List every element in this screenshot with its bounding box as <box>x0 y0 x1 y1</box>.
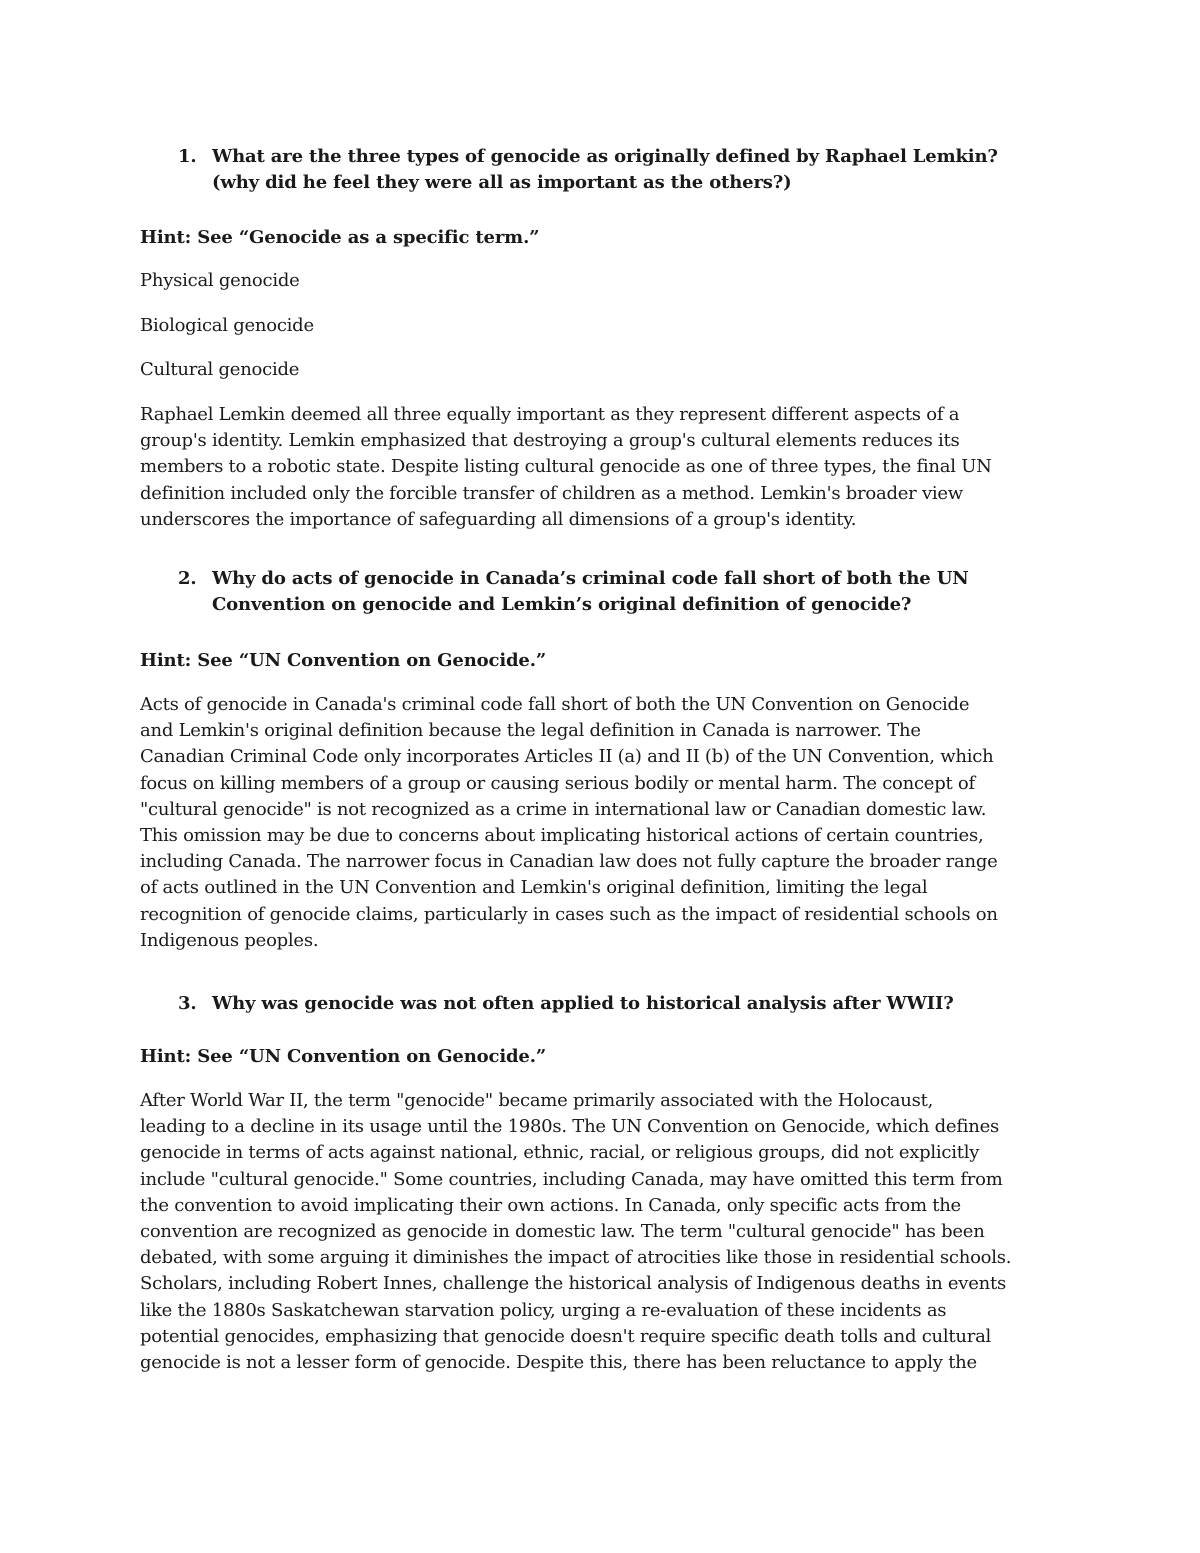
question-2-line-1: Why do acts of genocide in Canada’s criminal code fall short of both the UN <box>212 568 969 589</box>
answer-1-paragraph <box>140 402 1080 533</box>
answer-3-line: potential genocides, emphasizing that genocide doesn't require specific death tolls and cultural <box>140 1325 992 1347</box>
answer-1-line: members to a robotic state. Despite listing cultural genocide as one of three types, the final UN <box>140 456 992 478</box>
question-2-number: 2. <box>178 568 197 589</box>
question-1-hint: Hint: See “Genocide as a specific term.” <box>140 227 540 248</box>
answer-1-line: group's identity. Lemkin emphasized that destroying a group's cultural elements reduces its <box>140 430 960 452</box>
question-1-line-2: (why did he feel they were all as important as the others?) <box>212 172 792 193</box>
answer-2-paragraph <box>140 692 1080 954</box>
answer-1-line: definition included only the forcible transfer of children as a method. Lemkin's broader view <box>140 482 963 504</box>
answer-2-line: focus on killing members of a group or causing serious bodily or mental harm. The concept of <box>140 772 975 794</box>
answer-2-line: Acts of genocide in Canada's criminal code fall short of both the UN Convention on Genocide <box>140 694 970 715</box>
answer-3-paragraph <box>140 1088 1080 1376</box>
question-1 <box>178 144 1092 196</box>
answer-2-line: This omission may be due to concerns about implicating historical actions of certain countries, <box>140 825 984 847</box>
answer-3-line: leading to a decline in its usage until the 1980s. The UN Convention on Genocide, which defines <box>140 1116 999 1138</box>
question-3 <box>178 991 1092 1017</box>
answer-3-line: convention are recognized as genocide in domestic law. The term "cultural genocide" has been <box>140 1221 985 1243</box>
answer-3-line: Scholars, including Robert Innes, challenge the historical analysis of Indigenous deaths in events <box>140 1273 1006 1295</box>
answer-2-line: Indigenous peoples. <box>140 929 319 951</box>
question-1-line-1: What are the three types of genocide as originally defined by Raphael Lemkin? <box>212 146 998 167</box>
answer-3-line: debated, with some arguing it diminishes the impact of atrocities like those in residential schools. <box>140 1247 1012 1269</box>
question-1-number: 1. <box>178 146 197 167</box>
question-3-line-1: Why was genocide was not often applied to historical analysis after WWII? <box>212 993 954 1014</box>
answer-3-line: include "cultural genocide." Some countries, including Canada, may have omitted this term from <box>140 1168 1003 1190</box>
answer-3-line: genocide in terms of acts against national, ethnic, racial, or religious groups, did not explicitly <box>140 1142 980 1164</box>
answer-3-line: the convention to avoid implicating their own actions. In Canada, only specific acts from the <box>140 1194 961 1216</box>
answer-2-line: including Canada. The narrower focus in Canadian law does not fully capture the broader range <box>140 851 998 873</box>
answer-2-line: "cultural genocide" is not recognized as a crime in international law or Canadian domestic law. <box>140 798 987 820</box>
genocide-type-physical: Physical genocide <box>140 270 300 291</box>
question-3-number: 3. <box>178 993 197 1014</box>
answer-2-line: recognition of genocide claims, particularly in cases such as the impact of residential schools on <box>140 903 998 925</box>
answer-3-line: After World War II, the term "genocide" became primarily associated with the Holocaust, <box>140 1090 934 1111</box>
answer-2-line: of acts outlined in the UN Convention and Lemkin's original definition, limiting the legal <box>140 877 928 899</box>
answer-3-line: genocide is not a lesser form of genocide. Despite this, there has been reluctance to apply the <box>140 1352 977 1374</box>
answer-1-line: underscores the importance of safeguarding all dimensions of a group's identity. <box>140 508 857 530</box>
question-2-line-2: Convention on genocide and Lemkin’s original definition of genocide? <box>212 594 912 615</box>
answer-2-line: Canadian Criminal Code only incorporates Articles II (a) and II (b) of the UN Convention, which <box>140 746 994 768</box>
question-2-hint: Hint: See “UN Convention on Genocide.” <box>140 650 547 671</box>
genocide-type-cultural: Cultural genocide <box>140 359 300 380</box>
answer-3-line: like the 1880s Saskatchewan starvation policy, urging a re-evaluation of these incidents as <box>140 1299 947 1321</box>
question-2 <box>178 566 1092 618</box>
answer-2-line: and Lemkin's original definition because the legal definition in Canada is narrower. The <box>140 720 921 742</box>
genocide-type-biological: Biological genocide <box>140 315 314 336</box>
question-3-hint: Hint: See “UN Convention on Genocide.” <box>140 1046 547 1067</box>
answer-1-line: Raphael Lemkin deemed all three equally important as they represent different aspects of a <box>140 404 960 425</box>
